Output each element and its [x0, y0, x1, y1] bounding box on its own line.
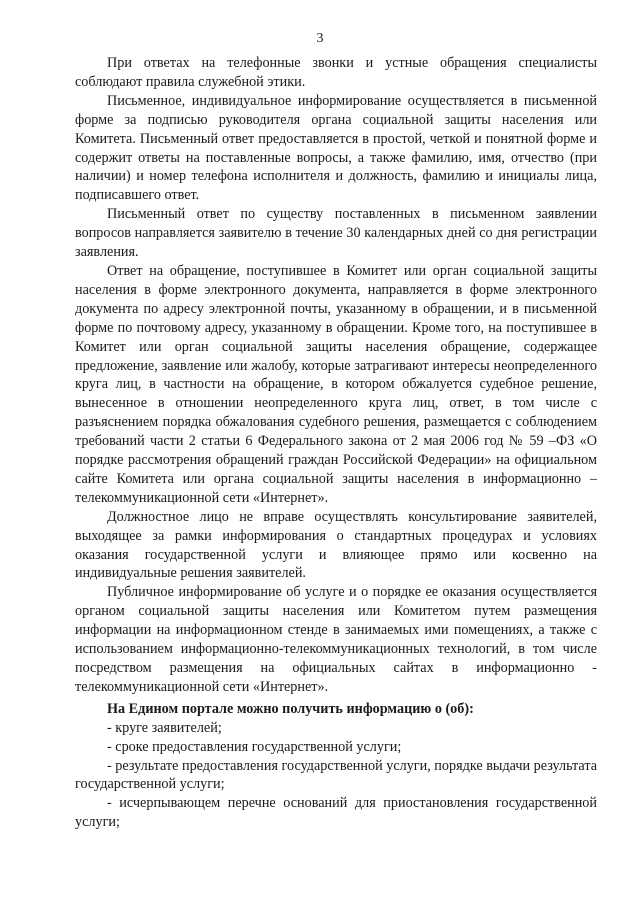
document-body: [75, 54, 597, 832]
paragraph-electronic-response: Ответ на обращение, поступившее в Комитет или орган социальной защиты населения в форме электронного документа, направляется в форме электронного документа по адресу электронной почты, указанному в обращении, и в письменной форме по почтовому адресу, указанному в обращении. Кроме того, на поступившее в Комитет или орган социальной защиты населения обращение, содержащее предложение, заявление или жалобу, которые затрагивают интересы неопределенного круга лиц, в частности на обращение, в котором обжалуется судебное решение, вынесенное в отношении неопределенного круга лиц, ответ, в том числе с разъяснением порядка обжалования судебного решения, размещается с соблюдением требований части 2 статьи 6 Федерального закона от 2 мая 2006 год № 59 –ФЗ «О порядке рассмотрения обращений граждан Российской Федерации» на официальном сайте Комитета или органа социальной защиты населения в информационно – телекоммуникационной сети «Интернет».: [75, 262, 597, 506]
list-item: - сроке предоставления государственной услуги;: [107, 738, 402, 755]
page-number: 3: [316, 31, 324, 46]
paragraph-written-info: Письменное, индивидуальное информирование осуществляется в письменной форме за подписью руководителя органа социальной защиты населения или Комитета. Письменный ответ предоставляется в простой, четкой и понятной форме и содержит ответы на поставленные вопросы, а также фамилию, имя, отчество (при наличии) и номер телефона исполнителя и должность, фамилию и инициалы лица, подписавшего ответ.: [75, 92, 597, 204]
paragraph-public-info: Публичное информирование об услуге и о порядке ее оказания осуществляется органом социальной защиты населения или Комитетом путем размещения информации на информационном стенде в занимаемых ими помещениях, а также с использованием информационно-телекоммуникационных технологий, в том числе посредством размещения на официальных сайтах в информационно - телекоммуникационной сети «Интернет».: [75, 584, 597, 695]
list-item: - результате предоставления государственной услуги, порядке выдачи результата государственной услуги;: [75, 757, 597, 793]
portal-heading: На Едином портале можно получить информацию о (об):: [107, 700, 474, 717]
paragraph-consulting-limits: Должностное лицо не вправе осуществлять консультирование заявителей, выходящее за рамки информирования о стандартных процедурах и условиях оказания государственной услуги и влияющее прямо или косвенно на индивидуальные решения заявителей.: [75, 508, 597, 582]
portal-info-list: [75, 719, 597, 832]
list-item: - круге заявителей;: [107, 719, 222, 736]
list-item: - исчерпывающем перечне оснований для приостановления государственной услуги;: [75, 795, 597, 831]
paragraph-phone-ethics: При ответах на телефонные звонки и устные обращения специалисты соблюдают правила служебной этики.: [75, 55, 597, 90]
paragraph-response-term: Письменный ответ по существу поставленных в письменном заявлении вопросов направляется заявителю в течение 30 календарных дней со дня регистрации заявления.: [75, 206, 597, 261]
